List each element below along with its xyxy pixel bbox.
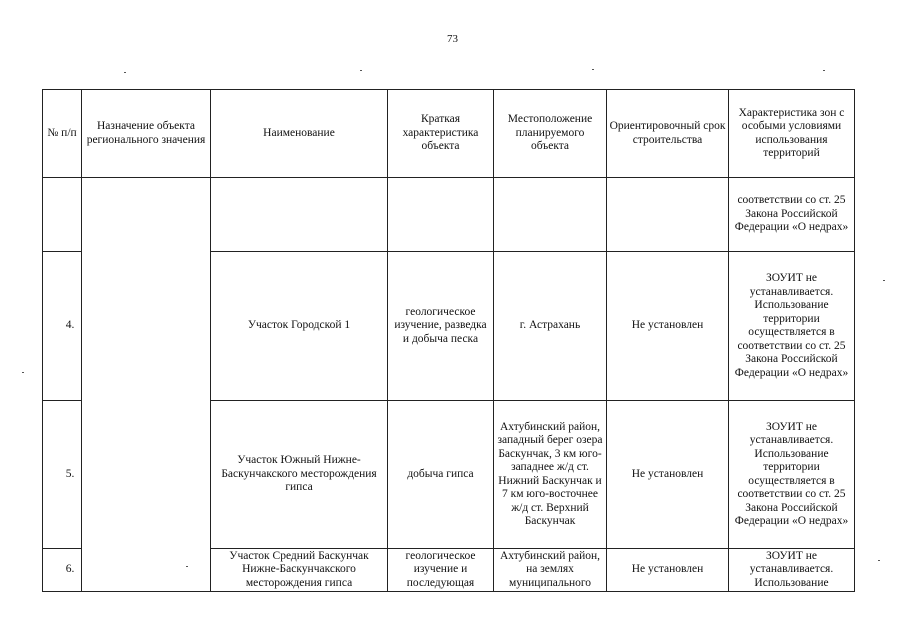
row-characteristic: геологическое изучение и последующая — [388, 549, 494, 592]
header-location: Местоположение планируемого объекта — [494, 90, 607, 178]
row-number: 4. — [43, 252, 82, 401]
row-term: Не установлен — [607, 401, 729, 549]
row-number: 5. — [43, 401, 82, 549]
scan-speck — [878, 560, 880, 561]
row-term: Не установлен — [607, 549, 729, 592]
page-number: 73 — [447, 33, 458, 45]
row-characteristic: геологическое изучение, разведка и добыча песка — [388, 252, 494, 401]
row-zones: соответствии со ст. 25 Закона Российской Федерации «О недрах» — [729, 178, 855, 252]
header-characteristic: Краткая характеристика объекта — [388, 90, 494, 178]
row-zones: ЗОУИТ не устанавливается. Использование территории осуществляется в соответствии со ст. 25 Закона Российской Федерации «О недрах» — [729, 252, 855, 401]
row-characteristic: добыча гипса — [388, 401, 494, 549]
scan-speck — [592, 69, 594, 70]
header-purpose: Назначение объекта регионального значения — [82, 90, 211, 178]
row-term — [607, 178, 729, 252]
objects-table — [42, 89, 855, 592]
row-name — [211, 178, 388, 252]
row-term: Не установлен — [607, 252, 729, 401]
row-location — [494, 178, 607, 252]
row-name: Участок Городской 1 — [211, 252, 388, 401]
row-zones: ЗОУИТ не устанавливается. Использование территории осуществляется в соответствии со ст. 25 Закона Российской Федерации «О недрах» — [729, 401, 855, 549]
scan-speck — [124, 72, 126, 73]
row-characteristic — [388, 178, 494, 252]
header-term: Ориентировочный срок строительства — [607, 90, 729, 178]
header-zones: Характеристика зон с особыми условиями использования территорий — [729, 90, 855, 178]
purpose-cell — [82, 178, 211, 592]
scan-speck — [823, 70, 825, 71]
scan-speck — [883, 280, 885, 281]
scan-speck — [360, 70, 362, 71]
row-number — [43, 178, 82, 252]
row-location: Ахтубинский район, западный берег озера Баскунчак, 3 км юго-западнее ж/д ст. Нижний Баскунчак и 7 км юго-восточнее ж/д ст. Верхний Баскунчак — [494, 401, 607, 549]
row-location: г. Астрахань — [494, 252, 607, 401]
table-row — [43, 178, 855, 252]
scan-speck — [186, 566, 188, 567]
header-name: Наименование — [211, 90, 388, 178]
row-number: 6. — [43, 549, 82, 592]
row-name: Участок Южный Нижне-Баскунчакского месторождения гипса — [211, 401, 388, 549]
header-num: № п/п — [43, 90, 82, 178]
row-location: Ахтубинский район, на землях муниципального — [494, 549, 607, 592]
row-zones: ЗОУИТ не устанавливается. Использование — [729, 549, 855, 592]
scan-speck — [22, 372, 24, 373]
header-row — [43, 90, 855, 178]
row-name: Участок Средний Баскунчак Нижне-Баскунчакского месторождения гипса — [211, 549, 388, 592]
